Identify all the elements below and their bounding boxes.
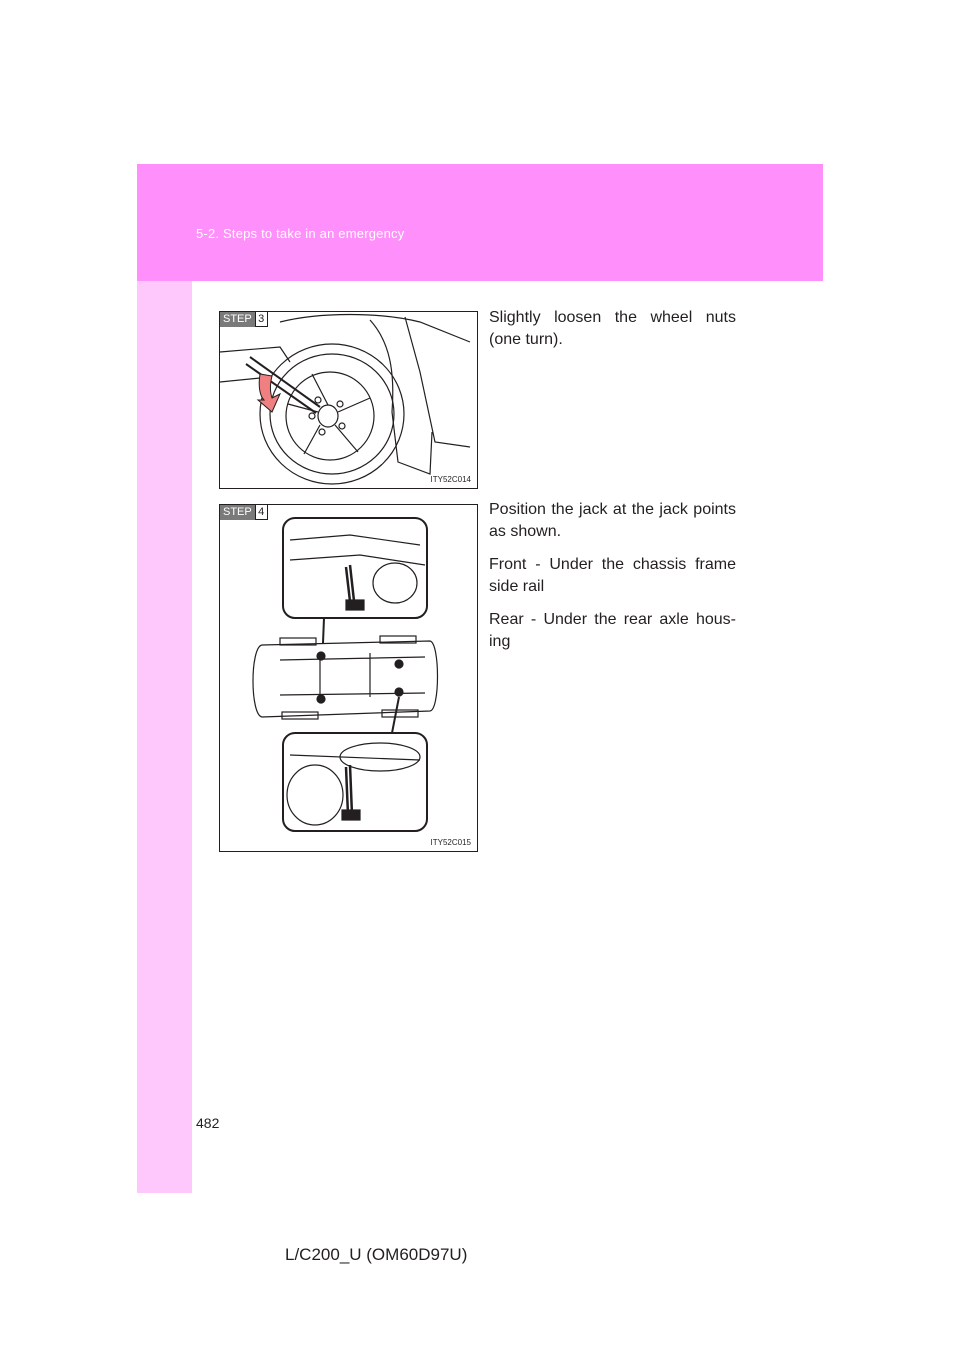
- wheel-nut-loosening-drawing: [220, 312, 477, 488]
- page-number: 482: [196, 1115, 220, 1131]
- section-title: 5-2. Steps to take in an emergency: [196, 226, 405, 241]
- section-header-band: [137, 164, 823, 281]
- step-4-paragraph: Position the jack at the jack points as shown.: [489, 501, 736, 540]
- step-number: 3: [255, 312, 268, 327]
- side-bar: [137, 281, 192, 1193]
- step-number: 4: [255, 505, 268, 520]
- jack-points-drawing: [220, 505, 477, 851]
- step-label: STEP: [220, 312, 255, 327]
- step-4-paragraph: Front - Under the chassis frame side rail: [489, 556, 736, 595]
- step-3-illustration: [219, 311, 478, 489]
- step-3-tag: [220, 312, 268, 327]
- figure-code: ITY52C015: [430, 838, 471, 847]
- step-label: STEP: [220, 505, 255, 520]
- step-4-paragraph: Rear - Under the rear axle hous-ing: [489, 611, 736, 650]
- step-3-paragraph: Slightly loosen the wheel nuts (one turn).: [489, 309, 736, 348]
- footer-model-code: L/C200_U (OM60D97U): [285, 1245, 468, 1264]
- figure-code: ITY52C014: [430, 475, 471, 484]
- step-4-tag: [220, 505, 268, 520]
- step-4-text: [489, 499, 736, 664]
- step-4-illustration: [219, 504, 478, 852]
- step-3-text: [489, 307, 736, 362]
